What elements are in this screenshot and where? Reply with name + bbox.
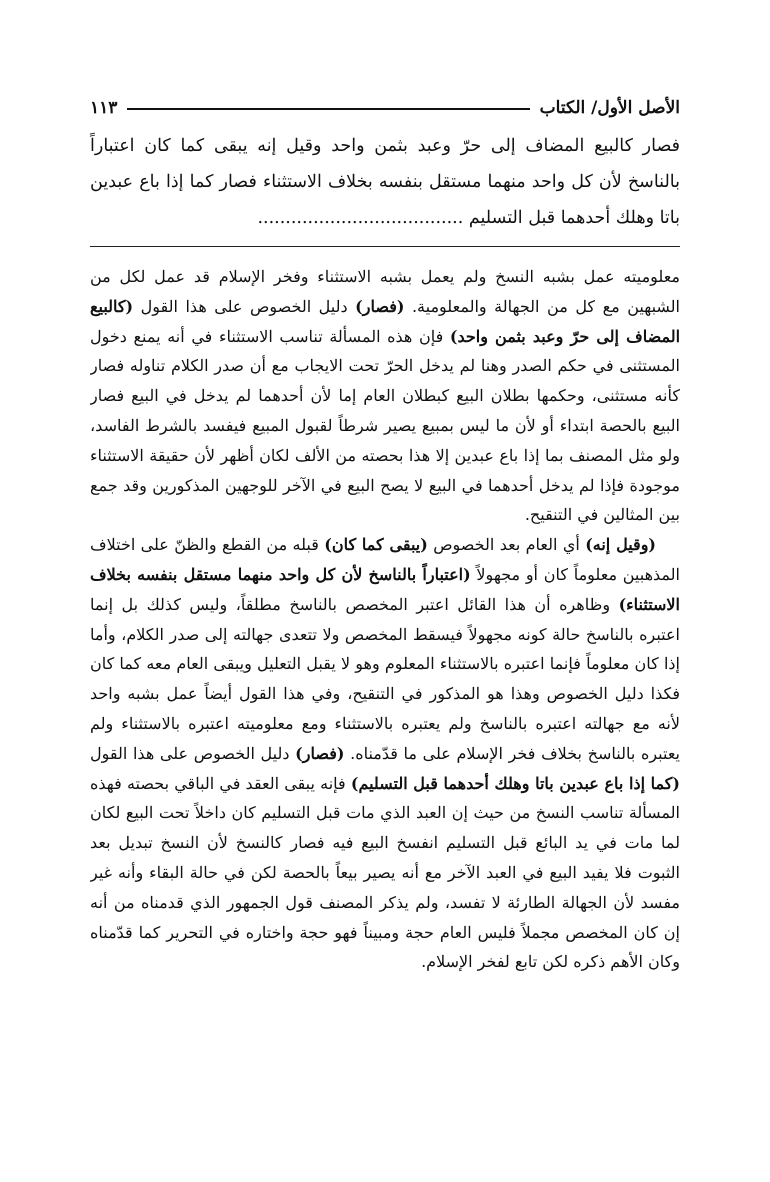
commentary-paragraph-2 [90, 530, 680, 977]
p2-segment: دليل الخصوص على هذا القول [90, 743, 296, 763]
p1-segment: معلوميته عمل بشبه النسخ ولم يعمل بشبه الاستثناء وفخر الإسلام قد عمل لكل من الشبهين مع كل من الجهالة والمعلومية. [90, 267, 680, 316]
p2-segment: قبله من القطع والظنّ على اختلاف المذهبين معلوماً كان أو مجهولاً [90, 535, 680, 584]
commentary-paragraph-1 [90, 262, 680, 530]
p2-quote: (وقيل إنه) [585, 535, 657, 555]
matn-text [90, 128, 680, 236]
p2-quote: (فصار) [295, 743, 345, 763]
p1-quote: (فصار) [355, 296, 405, 316]
p1-segment: فإن هذه المسألة تناسب الاستثناء في أنه يمنع دخول المستثنى في حكم الصدر وهنا لم يدخل الحرّ تحت الايجاب مع أن صدر الكلام تناوله فصار كأنه مستثنى، وحكمها بطلان البيع كبطلان العام إما لأن أحدهما لم يدخل في البيع فصار البيع بالحصة ابتداء أو لأن ما ليس بمبيع يصير شرطاً لقبول المبيع فيفسد بالشرط الفاسد، ولو مثل المصنف بما إذا باع عبدين إلا هذا بحصته من الألف لكان أظهر لأن حقيقة الاستثناء موجودة فإذا لم يدخل أحدهما في البيع لا يصح البيع في الآخر للوجهين المذكورين وقد جمع بين المثالين في التنقيح. [90, 326, 680, 525]
matn-body: فصار كالبيع المضاف إلى حرّ وعبد بثمن واحد وقيل إنه يبقى كما كان اعتباراً بالناسخ لأن كل واحد منهما مستقل بنفسه بخلاف الاستثناء فصار كما إذا باع عبدين باتا وهلك أحدهما قبل التسليم [90, 136, 680, 228]
p2-quote: (اعتباراً بالناسخ لأن كل واحد منهما مستقل بنفسه بخلاف الاستثناء) [90, 564, 680, 614]
p1-quote: (كالبيع المضاف إلى حرّ وعبد بثمن واحد) [90, 296, 680, 346]
commentary [90, 262, 680, 1162]
p1-segment: دليل الخصوص على هذا القول [133, 296, 356, 316]
separator-rule [90, 246, 680, 247]
p2-segment: فإنه يبقى العقد في الباقي بحصته فهذه المسألة تناسب النسخ من حيث إن العبد الذي مات قبل التسليم كان داخلاً تحت البيع لكان لما مات في يد البائع قبل التسليم انفسخ البيع فيه فصار كالنسخ لأن النسخ تبديل بعد الثبوت فلا يفيد البيع في العبد الآخر مع أنه يصير بيعاً بالحصة لكن في حالة البقاء وأنه غير مفسد لأن الجهالة الطارئة لا تفسد، ولم يذكر المصنف قول الجمهور الذي قدمناه من أنه إن كان المخصص مجملاً فليس العام حجة ومبيناً فهو حجة واختاره في التحرير كما قدّمناه وكان الأهم ذكره لكن تابع لفخر الإسلام. [90, 773, 680, 972]
matn-dots: ..................................... [257, 208, 464, 228]
p2-segment: أي العام بعد الخصوص [427, 535, 586, 555]
running-title: الأصل الأول/ الكتاب [539, 98, 680, 118]
p2-quote: (كما إذا باع عبدين باتا وهلك أحدهما قبل التسليم) [350, 773, 680, 793]
p2-segment: وظاهره أن هذا القائل اعتبر المخصص بالناسخ مطلقاً، وليس كذلك بل إنما اعتبره بالناسخ حالة كونه مجهولاً فيسقط المخصص ولا تتعدى جهالته إلى صدر الكلام، وأما إذا كان معلوماً فإنما اعتبره بالاستثناء المعلوم وهو لا يقبل التعليل ويبقى العام معه كما كان فكذا دليل الخصوص وهذا هو المذكور في التنقيح، وفي هذا القول أيضاً عمل بشبه واحد لأنه مع جهالته اعتبره بالناسخ ولم يعتبره بالاستثناء ومع معلوميته اعتبره بالاستثناء ولم يعتبره بالناسخ بخلاف فخر الإسلام على ما قدّمناه. [90, 594, 680, 763]
p2-quote: (يبقى كما كان) [324, 535, 428, 555]
page-number: ١١٣ [90, 98, 118, 118]
header-rule [127, 108, 529, 110]
page-header [90, 88, 680, 118]
